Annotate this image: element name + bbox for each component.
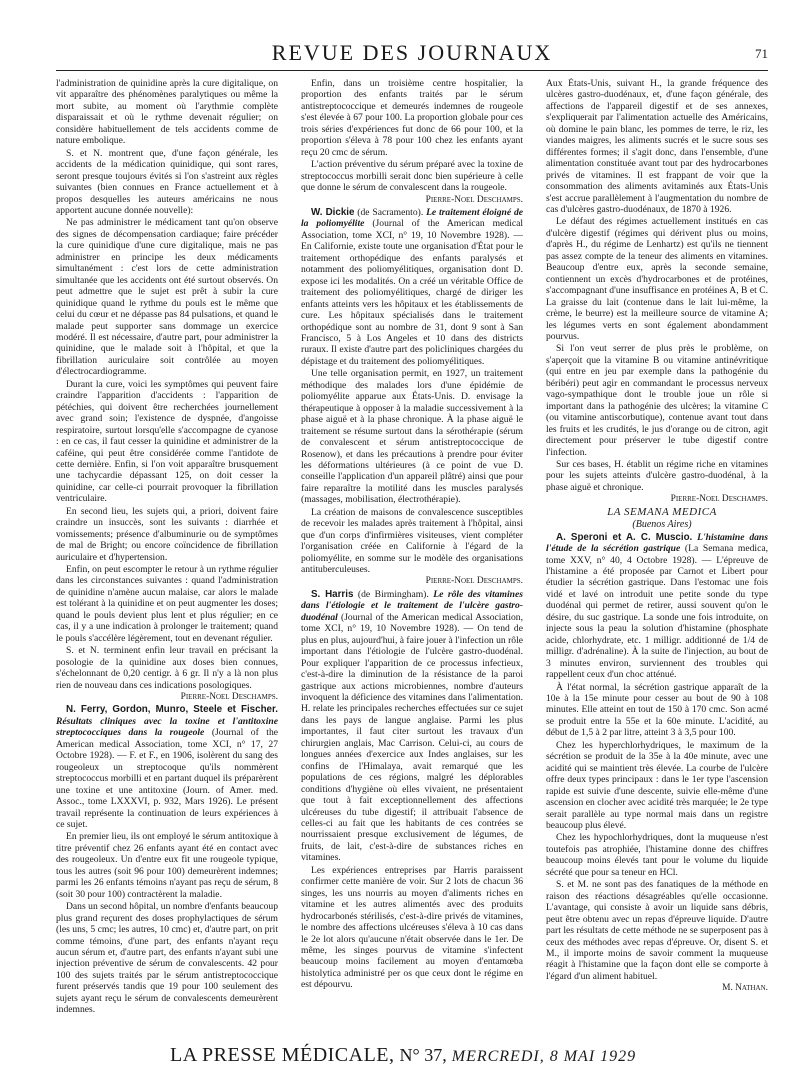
paragraph: Dans un second hôpital, un nombre d'enfants beaucoup plus grand reçurent des doses prophylactiques de sérum (les uns, 5 cmc; les autres, 10 cmc) et, d'autre part, on prit comme témoins, d'une part, des enfants n'ayant reçu aucun sérum et, d'autre part, des enfants n'ayant subi une injection préventive de sérum de convalescents. 42 pour 100 des sujets traités par le sérum antistreptococcique furent préservés tandis que 19 pour 100 seulement des sujets ayant reçu le sérum de convalescents demeurèrent indemnes. — [56, 901, 278, 1016]
article-authors: A. Speroni et A. C. Muscio. — [556, 531, 693, 543]
article-reference: (Journal of the American medical Association, tome XCI, n° 17, 27 Octobre 1928). — F. et F., en 1906, isolèrent du sang des rougeoleux un streptocoque qu'ils nommèrent streptococcus morbilli et en partant duquel ils préparèrent une toxine et une antitoxine (Journ. of Amer. med. Assoc., tome LXXXVI, p. 932, Mars 1926). Le présent travail représente la continuation de leurs expériences à ce sujet. — [56, 727, 278, 830]
author-affiliation: (de Sacramento). — [357, 206, 424, 218]
paragraph: Durant la cure, voici les symptômes qui peuvent faire craindre l'apparition d'accidents : l'apparition de pétéchies, qui doivent être recherchées journellement avec grand soin; l'existence de dyspnée, d'angoisse respiratoire, surtout lorsqu'elle s'accompagne de cyanose : en ce cas, il faut cesser la quinidine et administrer de la caféine, qui peut être considérée comme l'antidote de cette dernière. Enfin, si l'on voit apparaître brusquement une tachycardie dépassant 125, on doit cesser la quinidine, car celle-ci pourrait provoquer la fibrillation ventriculaire. — [56, 378, 278, 505]
author-signature: Pierre-Noel Deschamps. — [670, 494, 768, 505]
article-entry — [56, 704, 278, 830]
author-signature: Pierre-Noel Deschamps. — [180, 692, 278, 703]
paragraph: En premier lieu, ils ont employé le sérum antitoxique à titre préventif chez 26 enfants ayant été en contact avec des rougeoleux. Un d'entre eux fit une rougeole typique, tous les autres (soit 96 pour 100) demeurèrent indemnes; parmi les 26 enfants témoins n'ayant pas reçu de sérum, 8 (soit 30 pour 100) contractèrent la maladie. — [56, 831, 278, 900]
article-reference: (La Semana medica, tome XXV, n° 40, 4 Octobre 1928). — L'épreuve de l'histamine a été proposée par Carnot et Libert pour étudier la sécrétion gastrique. Dans l'estomac une fois vidé et lavé on introduit une petite sonde du type duodénal qui permet de retirer, aussi souvent qu'on le désire, du suc gastrique. La sonde une fois introduite, on injecte sous la peau la solution d'histamine (phosphate acide, chlorhydrate, etc. 1 milligr. additionné de 1/4 de milligr. d'adrénaline). À la suite de l'injection, au bout de 3 minutes environ, surviennent des troubles qui rappellent ceux d'un choc atténué. — [546, 543, 768, 681]
running-footer — [170, 1044, 770, 1070]
article-entry — [301, 589, 523, 864]
author-signature: M. Nathan. — [722, 983, 768, 994]
journal-section-subheading: (Buenos Aires) — [632, 519, 692, 531]
article-entry — [301, 207, 523, 367]
paragraph: Ne pas administrer le médicament tant qu'on observe des signes de décompensation cardiaque; faire précéder la cure quinidique d'une cure digitalique, mais ne pas administrer en principe les deux médicaments simultanément : c'est lors de cette administration simultanée que les accidents ont été surtout observés. On peut admettre que le sujet est prêt à subir la cure quinidique quand le rythme du pouls est le même que celui du cœur et ne dépasse pas 84 pulsations, et quand le malade peut supporter sans dommage un exercice modéré. Il est nécessaire, d'autre part, pour administrer la quinidine, que le malade soit à l'hôpital, et que la fibrillation auriculaire soit contrôlée au moyen d'électrocardiogramme. — [56, 217, 278, 378]
column-1 — [56, 78, 278, 1038]
article-title: Résultats cliniques avec la toxine et l'antitoxine streptococciques dans la rougeole — [56, 715, 278, 739]
paragraph: Enfin, dans un troisième centre hospitalier, la proportion des enfants traités par le sérum antistreptococcique et demeurés indemnes de rougeole s'est élevée à 67 pour 100. La proportion globale pour ces trois séries d'expériences fut donc de 66 pour 100, et la proportion s'éleva à 78 pour 100 chez les enfants ayant reçu 20 cmc de sérum. — [301, 78, 523, 158]
article-columns — [56, 78, 768, 1038]
paragraph: l'administration de quinidine après la cure digitalique, on vit apparaître des phénomènes paralytiques ou même la mort subite, au moment où l'arythmie complète disparaissait et où le rythme devenait régulier; on considère habituellement de tels accidents comme de nature embolique. — [56, 78, 278, 147]
paragraph: S. et N. terminent enfin leur travail en précisant la posologie de la quinidine aux doses bien connues, s'échelonnant de 0,20 centigr. à 6 gr. Il n'y a là non plus rien de nouveau dans ces indications posologiques. — [56, 645, 278, 691]
column-2 — [301, 78, 523, 1038]
issue-date: MERCREDI, 8 MAI 1929 — [451, 1048, 637, 1065]
article-authors: N. Ferry, Gordon, Munro, Steele et Fischer. — [66, 704, 278, 716]
article-authors: S. Harris — [311, 588, 354, 600]
article-title: Le rôle des vitamines dans l'étiologie et le traitement de l'ulcère gastro-duodénal — [301, 588, 523, 623]
paragraph: L'action préventive du sérum préparé avec la toxine de streptococcus morbilli serait donc bien supérieure à celle que donne le sérum de convalescent dans la rougeole. — [301, 159, 523, 194]
page-number: 71 — [755, 46, 768, 61]
article-title: L'histamine dans l'étude de la sécrétion gastrique — [546, 531, 768, 555]
article-entry — [546, 532, 768, 681]
article-reference: (Journal of the American medical Association, tome XCI, n° 19, 10 Novembre 1928). — En Californie, existe toute une organisation d'État pour le traitement orthopédique des enfants paralysés et notamment des poliomyélitiques, organisation dont D. expose ici les modalités. On a créé un véritable Office de traitement des poliomyélitiques, chargé de diriger les enfants atteints vers les hôpitaux et les établissements de cure. Les hôpitaux spécialisés dans le traitement orthopédique sont au nombre de 31, dont 9 sont à San Francisco, 5 à Los Angeles et 10 dans des districts ruraux. Il existe d'autre part des policliniques chargées du dépistage et du traitement des poliomyélitiques. — [301, 218, 523, 367]
issue-number: N° 37, — [399, 1045, 447, 1065]
column-3 — [546, 78, 768, 1038]
author-signature: Pierre-Noel Deschamps. — [425, 576, 523, 587]
paragraph: Aux États-Unis, suivant H., la grande fréquence des ulcères gastro-duodénaux, et, d'une façon générale, des affections de l'appareil digestif et de ses annexes, s'expliquerait par l'alimentation actuelle des Américains, où domine le pain blanc, les pommes de terre, le riz, les viandes maigres, les aliments sucrés et le sucre sous ses différentes formes; il s'agit donc, dans l'ensemble, d'une alimentation constituée avant tout par des hydrocarbones privés de vitamines. Il est frappant de voir que la consommation des aliments avitaminés aux États-Unis s'est accrue parallèlement à l'augmentation du nombre de cas d'ulcères gastro-duodénaux, de 1870 à 1926. — [546, 78, 768, 215]
journal-section-heading: LA SEMANA MEDICA — [607, 505, 717, 518]
paragraph: Une telle organisation permit, en 1927, un traitement méthodique des malades lors d'une épidémie de poliomyélite apparue aux États-Unis. D. envisage la thérapeutique à opposer à la maladie successivement à la phase aiguë et à la phase chronique. À la phase aiguë le traitement se résume surtout dans la sérothérapie (sérum de convalescent et sérum antistreptococcique de Rosenow), et dans les précautions à prendre pour éviter les déformations ultérieures (à ce point de vue D. conseille l'application d'un appareil plâtré) ainsi que pour faire reparaître la motilité dans les muscles paralysés (massages, mobilisation, électrothérapie). — [301, 368, 523, 506]
author-signature: Pierre-Noel Deschamps. — [425, 194, 523, 205]
paragraph: Enfin, on peut escompter le retour à un rythme régulier dans les circonstances suivantes : quand l'administration de quinidine n'amène aucun malaise, car alors le malade est tolérant à la quinidine et on peut augmenter les doses; quand le pouls devient plus lent et plus régulier; en ce cas, il y a une indication à prolonger le traitement; quand le pouls s'accélère légèrement, tout en devenant régulier. — [56, 564, 278, 644]
article-reference: (Journal of the American medical Association, tome XCI, n° 19, 10 Novembre 1928). — On tend de plus en plus, aujourd'hui, à faire jouer à l'infection un rôle important dans l'étiologie de l'ulcère gastro-duodénal. Pour expliquer l'apparition de ce processus infectieux, c'est-à-dire la diminution de la résistance de la paroi gastrique aux actions microbiennes, nombre d'auteurs invoquent la déficience des vitamines dans l'alimentation. H. relate les principales recherches effectuées sur ce sujet dans les pays de langue anglaise. Parmi les plus importantes, il faut citer surtout les travaux d'un chirurgien anglais, Mac Carrison. Celui-ci, au cours de longues années d'exercice aux Indes anglaises, sur les confins de l'Himalaya, avait remarqué que les populations de ces régions, malgré les déplorables conditions d'hygiène où elles vivaient, ne présentaient que tout à fait exceptionnellement des affections ulcéreuses du tube digestif; il attribuait l'absence de celles-ci au fait que les habitants de ces contrées se nourrissaient presque exclusivement de légumes, de fruits, de lait, c'est-à-dire de substances riches en vitamines. — [301, 611, 523, 864]
journal-section-title: REVUE DES JOURNAUX — [271, 40, 553, 65]
paragraph: Sur ces bases, H. établit un régime riche en vitamines pour les sujets atteints d'ulcère gastro-duodénal, à la phase aiguë et chronique. — [546, 458, 768, 493]
article-authors: W. Dickie — [311, 206, 355, 218]
paragraph: S. et M. ne sont pas des fanatiques de la méthode en raison des réactions désagréables qu'elle occasionne. L'avantage, qui consiste à avoir un liquide sans débris, peut être obtenu avec un repas d'épreuve liquide. D'autre part les résultats de cette méthode ne se superposent pas à ceux des méthodes avec repas d'épreuve. Or, disent S. et M., il importe moins de savoir comment la muqueuse réagit à l'histamine que la façon dont elle se comporte à l'égard d'un aliment habituel. — [546, 879, 768, 982]
paragraph: Chez les hyperchlorhydriques, le maximum de la sécrétion se produit de la 35e à la 40e minute, avec une acidité qui se maintient très élevée. La courbe de l'ulcère offre deux types principaux : dans le 1er type l'ascension rapide est suivie d'une descente, suivie elle-même d'une ascension en clocher avec acidité très marquée; le 2e type serait parallèle au type normal mais dans un registre beaucoup plus élevé. — [546, 739, 768, 831]
paragraph: Les expériences entreprises par Harris paraissent confirmer cette manière de voir. Sur 2 lots de chacun 36 singes, les uns nourris au moyen d'aliments riches en vitamine et les autres alimentés avec des produits hydrocarbonés stérilisés, c'est-à-dire privés de vitamines, le nombre des affections ulcéreuses s'éleva à 10 cas dans le 2e lot alors qu'aucune n'était observée dans le 1er. De même, les singes pourvus de vitamine s'infectent beaucoup moins facilement au moyen d'entamœba histolytica administré per os que ceux dont le régime en est dépourvu. — [301, 864, 523, 991]
running-header — [56, 38, 768, 71]
author-affiliation: (de Birmingham). — [357, 588, 429, 600]
paragraph: S. et N. montrent que, d'une façon générale, les accidents de la médication quinidique, qui sont rares, seront presque toujours évités si l'on s'astreint aux règles suivantes (bien connues en France actuellement et à propos desquelles les auteurs américains ne nous apportent aucune donnée nouvelle): — [56, 147, 278, 216]
paragraph: Le défaut des régimes actuellement institués en cas d'ulcère digestif (régimes qui dérivent plus ou moins, d'après H., du régime de Lenhartz) est qu'ils ne tiennent pas assez compte de la teneur des aliments en vitamines. Beaucoup d'entre eux, après la seconde semaine, contiennent un excès d'hydrocarbones et de protéines, s'accompagnant d'une insuffisance en protéines A, B et C. La graisse du lait (contenue dans le lait lui-même, la crème, le beurre) est la meilleure source de vitamine A; les légumes verts en sont également abondamment pourvus. — [546, 216, 768, 342]
journal-name: LA PRESSE MÉDICALE, — [170, 1044, 395, 1066]
paragraph: En second lieu, les sujets qui, a priori, doivent faire craindre un insuccès, sont les suivants : diarrhée et vomissements; présence d'albuminurie ou de symptômes de mal de Bright; ou encore coïncidence de fibrillation auriculaire et d'hypertension. — [56, 505, 278, 563]
paragraph: Chez les hypochlorhydriques, dont la muqueuse n'est toutefois pas atrophiée, l'histamine donne des chiffres beaucoup moins élevés tant pour le volume du liquide sécrété que pour sa teneur en HCl. — [546, 832, 768, 878]
article-title: Le traitement éloigné de la poliomyélite — [301, 206, 523, 230]
paragraph: La création de maisons de convalescence susceptibles de recevoir les malades après traitement à l'hôpital, ainsi que d'un corps d'infirmières visiteuses, vient compléter l'organisation créée en Californie à l'égard de la poliomyélite, en somme sur le modèle des organisations antituberculeuses. — [301, 506, 523, 576]
paragraph: À l'état normal, la sécrétion gastrique apparaît de la 10e à la 15e minute pour cesser au bout de 90 à 108 minutes. Elle atteint en tout de 150 à 170 cmc. Son acmé se produit entre la 55e et la 60e minute. L'acidité, au début de 1,5 à 2 par litre, atteint 3 à 3,5 pour 100. — [546, 681, 768, 739]
paragraph: Si l'on veut serrer de plus près le problème, on s'aperçoit que la vitamine B ou vitamine antinévritique (qui entre en jeu par exemple dans la pathogénie du béribéri) peut agir en commandant le processus nerveux vago-sympathique dont le trouble joue un rôle si important dans la pathogénie des ulcères; la vitamine C (ou vitamine antiscorbutique), contenue avant tout dans les fruits et les crudités, le jus d'orange ou de citron, agit directement pour préserver le tube digestif contre l'infection. — [546, 343, 768, 458]
